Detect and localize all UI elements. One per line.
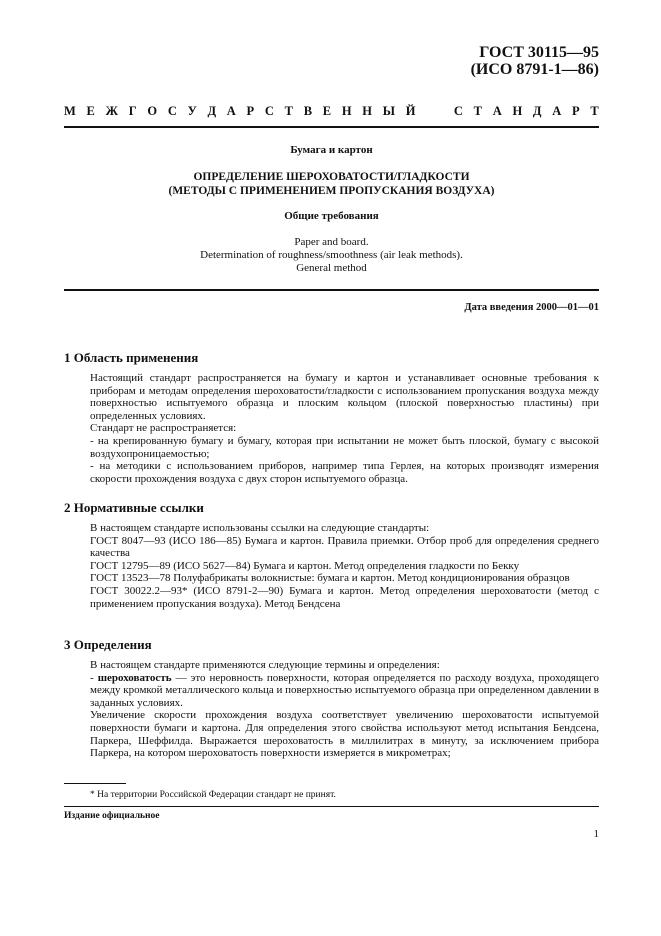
top-rule: [64, 126, 599, 128]
banner-letter: Е: [86, 104, 95, 118]
banner-letter: М: [64, 104, 76, 118]
banner-letter: С: [167, 104, 177, 118]
requirements-subtitle: Общие требования: [284, 210, 379, 222]
footnote-rule: [64, 783, 126, 784]
banner-letter: Ж: [105, 104, 118, 118]
effective-date: Дата введения 2000—01—01: [464, 302, 599, 313]
banner-letter: Р: [246, 104, 255, 118]
banner-letter: С: [264, 104, 274, 118]
document-title: [64, 170, 599, 198]
banner-letter: Т: [590, 104, 599, 118]
edition-label: Издание официальное: [64, 811, 160, 821]
page-number: 1: [593, 828, 599, 840]
banner-letter: Р: [571, 104, 580, 118]
english-line-2: Determination of roughness/smoothness (air leak methods).: [200, 249, 463, 261]
banner-letter: Й: [405, 104, 416, 118]
document-designation: [471, 44, 599, 78]
section-1-heading: 1 Область применения: [64, 350, 199, 365]
title-rule: [64, 289, 599, 291]
banner-letter: О: [147, 104, 158, 118]
english-title: [64, 236, 599, 275]
iso-number: (ИСО 8791-1—86): [470, 61, 599, 78]
banner-letter: Е: [322, 104, 332, 118]
english-line-3: General method: [296, 262, 367, 274]
banner-letter: А: [552, 104, 562, 118]
section-1-body: [64, 372, 599, 485]
banner-letter: Д: [532, 104, 542, 118]
interstate-standard-banner: [64, 104, 599, 119]
banner-letter: [426, 104, 429, 119]
paragraph: В настоящем стандарте применяются следующие термины и определения:: [90, 659, 440, 671]
paragraph: Настоящий стандарт распространяется на бумагу и картон и устанавливает основные требования к приборам и методам определения шероховатости/гладкости с использованием пропускания воздуха между поверхностью испытуемого образца и плоским кольцом (плоской поверхностью пластины) при определенных условиях.: [90, 372, 599, 422]
banner-letter: У: [187, 104, 197, 118]
title-line-1: ОПРЕДЕЛЕНИЕ ШЕРОХОВАТОСТИ/ГЛАДКОСТИ: [193, 171, 470, 183]
banner-letter: Д: [207, 104, 217, 118]
banner-letter: Ы: [382, 104, 396, 118]
list-dash: -: [90, 671, 98, 684]
banner-letter: С: [453, 104, 463, 118]
banner-letter: Н: [362, 104, 373, 118]
banner-letter: В: [303, 104, 313, 118]
banner-letter: А: [226, 104, 236, 118]
paragraph: В настоящем стандарте использованы ссылки на следующие стандарты:: [90, 522, 430, 534]
reference-item: ГОСТ 30022.2—93* (ИСО 8791-2—90) Бумага и картон. Метод определения шероховатости (метод с применением пропускания воздуха). Метод Бендсена: [90, 584, 599, 610]
defined-term: шероховатость: [97, 671, 172, 684]
banner-letter: Г: [128, 104, 137, 118]
title-line-2: (МЕТОДЫ С ПРИМЕНЕНИЕМ ПРОПУСКАНИЯ ВОЗДУХА): [168, 185, 495, 197]
banner-letter: А: [492, 104, 502, 118]
gost-number: ГОСТ 30115—95: [479, 44, 599, 61]
banner-letter: Н: [512, 104, 523, 118]
reference-item: ГОСТ 8047—93 (ИСО 186—85) Бумага и картон. Правила приемки. Отбор проб для определения среднего качества: [90, 534, 599, 560]
paragraph: - на крепированную бумагу и бумагу, которая при испытании не может быть плоской, бумагу с высокой воздухопроницаемостью;: [90, 434, 599, 460]
edition-rule: [64, 806, 599, 807]
subtitle: Бумага и картон: [290, 144, 373, 156]
paragraph: Увеличение скорости прохождения воздуха соответствует увеличению шероховатости испытуемой поверхности бумаги и картона. Для определения этого свойства используют метод испытания Бендсена, Паркера, Шеффилда. Выражается шероховатость в миллилитрах в минуту, за исключением прибора Паркера, на котором шероховатость поверхности измеряется в микрометрах;: [90, 709, 599, 760]
reference-item: ГОСТ 12795—89 (ИСО 5627—84) Бумага и картон. Метод определения гладкости по Бекку: [90, 559, 520, 572]
paragraph: Стандарт не распространяется:: [90, 422, 237, 435]
definition-text: — это неровность поверхности, которая определяется по расходу воздуха, проходящего между кромкой металлического кольца и поверхностью испытуемого образца при определенном давлении в заданных условиях.: [90, 671, 599, 709]
section-2-heading: 2 Нормативные ссылки: [64, 500, 204, 515]
english-line-1: Paper and board.: [294, 236, 369, 248]
definition-paragraph: [64, 672, 599, 710]
section-2-body: [64, 522, 599, 610]
banner-letter: Т: [284, 104, 293, 118]
banner-letter: [440, 104, 443, 119]
section-3-heading: 3 Определения: [64, 637, 152, 652]
footnote: * На территории Российской Федерации стандарт не принят.: [90, 790, 336, 800]
banner-letter: Н: [341, 104, 352, 118]
section-3-body: [64, 659, 599, 760]
reference-item: ГОСТ 13523—78 Полуфабрикаты волокнистые: бумага и картон. Метод кондиционирования образцов: [90, 572, 570, 585]
paragraph: - на методики с использованием приборов, например типа Герлея, на которых производят измерения скорости прохождения воздуха с двух сторон испытуемого образца.: [90, 460, 599, 485]
banner-letter: Т: [473, 104, 482, 118]
